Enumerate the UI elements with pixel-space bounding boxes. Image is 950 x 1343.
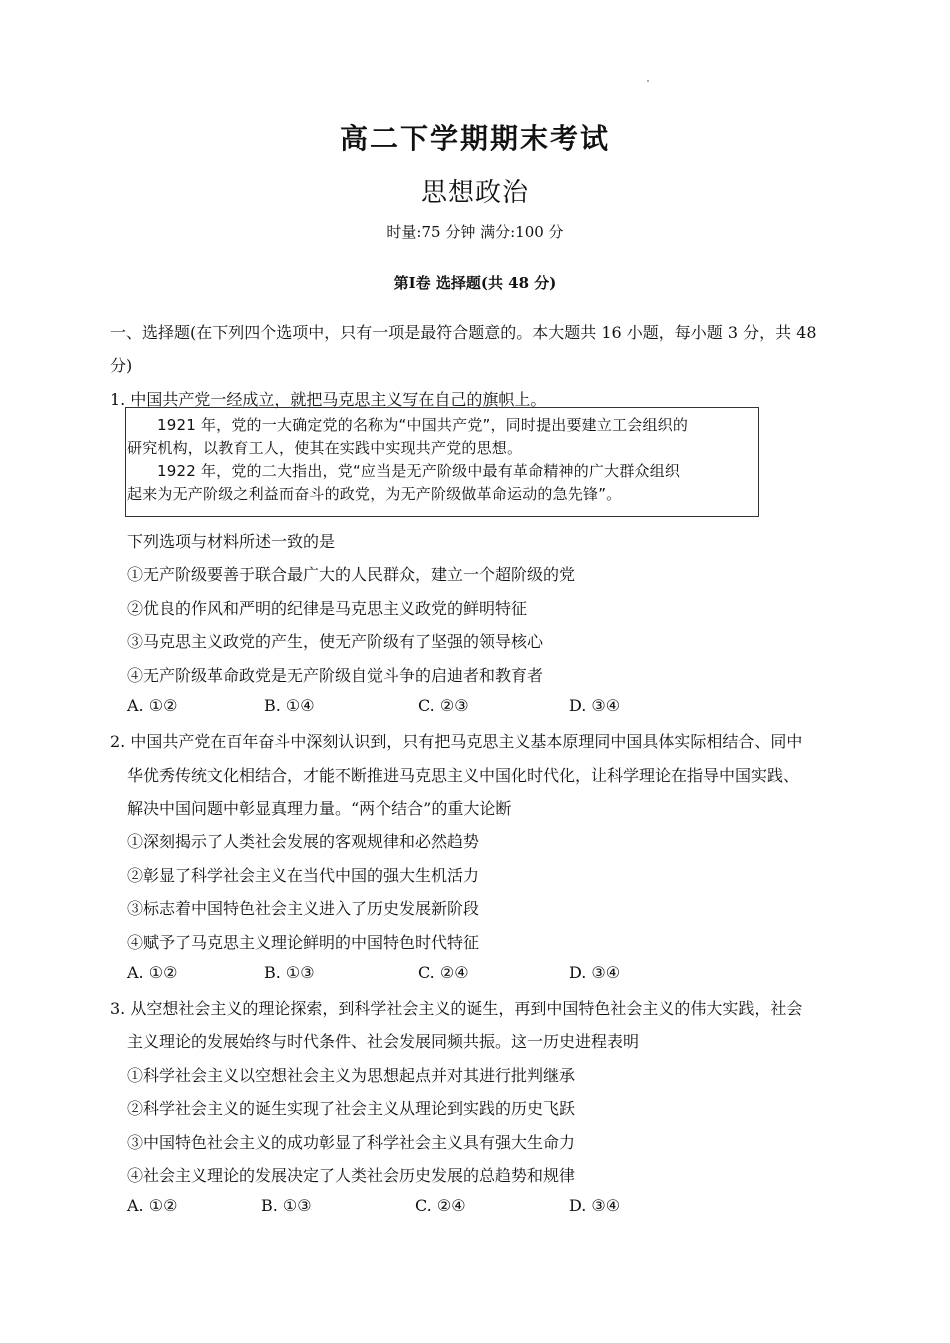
subject-title: 思想政治 xyxy=(420,178,529,208)
q1-answer-c: C. ②③ xyxy=(418,696,469,715)
q1-material-p2-line1: 1922 年，党的二大指出，党“应当是无产阶级中最有革命精神的广大群众组织 xyxy=(157,462,681,480)
q2-stem-line2: 华优秀传统文化相结合，才能不断推进马克思主义中国化时代化，让科学理论在指导中国实践、 xyxy=(127,766,800,785)
q2-answer-c: C. ②④ xyxy=(418,963,469,982)
section-instruction-line1: 一、选择题(在下列四个选项中，只有一项是最符合题意的。本大题共 16 小题，每小题 3 分，共 48 xyxy=(110,323,817,342)
q2-option-4: ④赋予了马克思主义理论鲜明的中国特色时代特征 xyxy=(127,933,480,952)
q3-option-2: ②科学社会主义的诞生实现了社会主义从理论到实践的历史飞跃 xyxy=(127,1099,576,1118)
q1-option-4: ④无产阶级革命政党是无产阶级自觉斗争的启迪者和教育者 xyxy=(127,666,544,685)
q1-prompt: 下列选项与材料所述一致的是 xyxy=(127,532,336,551)
q1-material-p1-line2: 研究机构，以教育工人，使其在实践中实现共产党的思想。 xyxy=(127,439,523,457)
q1-material xyxy=(127,414,759,506)
q2-answer-a: A. ①② xyxy=(127,963,178,982)
q3-stem-line2: 主义理论的发展始终与时代条件、社会发展同频共振。这一历史进程表明 xyxy=(127,1032,640,1051)
q1-material-p1-line1: 1921 年，党的一大确定党的名称为“中国共产党”，同时提出要建立工会组织的 xyxy=(157,416,689,434)
section-instruction-line2: 分) xyxy=(110,356,133,375)
q3-option-3: ③中国特色社会主义的成功彰显了科学社会主义具有强大生命力 xyxy=(127,1133,576,1152)
q1-answer-a: A. ①② xyxy=(127,696,178,715)
q1-answer-d: D. ③④ xyxy=(569,696,621,715)
q3-answer-d: D. ③④ xyxy=(569,1196,621,1215)
part-heading: 第Ⅰ卷 选择题(共 48 分) xyxy=(393,274,557,292)
q2-stem-line1: 2. 中国共产党在百年奋斗中深刻认识到，只有把马克思主义基本原理同中国具体实际相结合、同中 xyxy=(110,732,803,751)
q2-stem-line3: 解决中国问题中彰显真理力量。“两个结合”的重大论断 xyxy=(127,799,512,818)
q3-stem-line1: 3. 从空想社会主义的理论探索，到科学社会主义的诞生，再到中国特色社会主义的伟大实践，社会 xyxy=(110,999,803,1018)
q2-answer-d: D. ③④ xyxy=(569,963,621,982)
q1-material-p2-line2: 起来为无产阶级之利益而奋斗的政党，为无产阶级做革命运动的急先锋”。 xyxy=(127,485,622,503)
exam-title: 高二下学期期末考试 xyxy=(339,122,610,155)
q1-option-3: ③马克思主义政党的产生，使无产阶级有了坚强的领导核心 xyxy=(127,632,544,651)
q3-answer-a: A. ①② xyxy=(127,1196,178,1215)
q1-stem: 1. 中国共产党一经成立，就把马克思主义写在自己的旗帜上。 xyxy=(110,390,547,409)
q1-answer-b: B. ①④ xyxy=(264,696,315,715)
exam-meta: 时量:75 分钟 满分:100 分 xyxy=(386,223,564,241)
q3-answer-c: C. ②④ xyxy=(415,1196,466,1215)
q2-option-3: ③标志着中国特色社会主义进入了历史发展新阶段 xyxy=(127,899,480,918)
q2-answer-b: B. ①③ xyxy=(264,963,315,982)
q2-option-1: ①深刻揭示了人类社会发展的客观规律和必然趋势 xyxy=(127,832,480,851)
q1-option-1: ①无产阶级要善于联合最广大的人民群众，建立一个超阶级的党 xyxy=(127,565,576,584)
q3-option-4: ④社会主义理论的发展决定了人类社会历史发展的总趋势和规律 xyxy=(127,1166,576,1185)
q3-answer-b: B. ①③ xyxy=(261,1196,312,1215)
scan-speck xyxy=(647,80,649,82)
q3-option-1: ①科学社会主义以空想社会主义为思想起点并对其进行批判继承 xyxy=(127,1066,576,1085)
q1-option-2: ②优良的作风和严明的纪律是马克思主义政党的鲜明特征 xyxy=(127,599,528,618)
q2-option-2: ②彰显了科学社会主义在当代中国的强大生机活力 xyxy=(127,866,480,885)
